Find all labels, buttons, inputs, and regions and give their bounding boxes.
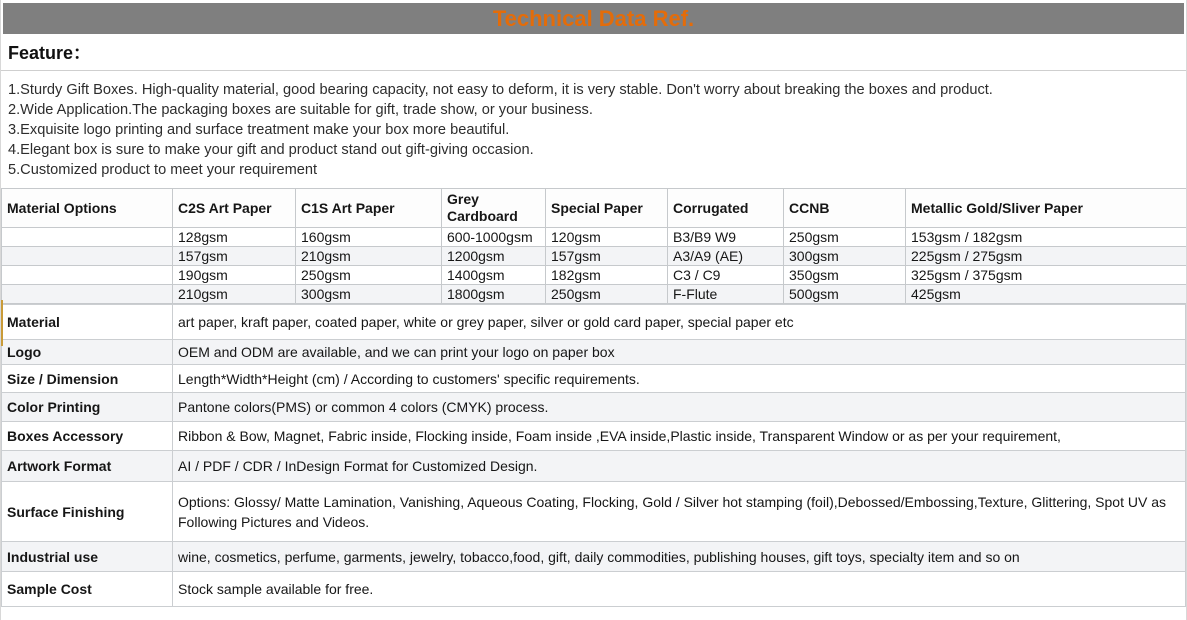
materials-cell: B3/B9 W9 xyxy=(668,228,784,247)
spec-value: OEM and ODM are available, and we can print your logo on paper box xyxy=(173,340,1186,365)
spec-value: Pantone colors(PMS) or common 4 colors (CMYK) process. xyxy=(173,393,1186,422)
spec-label: Material xyxy=(2,305,173,340)
materials-cell: C3 / C9 xyxy=(668,266,784,285)
left-edge-accent xyxy=(1,300,3,346)
spec-label: Logo xyxy=(2,340,173,365)
materials-cell: 210gsm xyxy=(296,247,442,266)
materials-cell: 225gsm / 275gsm xyxy=(906,247,1187,266)
materials-cell xyxy=(2,266,173,285)
spec-label: Size / Dimension xyxy=(2,365,173,393)
materials-col-header: Corrugated xyxy=(668,189,784,228)
spec-row xyxy=(2,572,1186,607)
materials-cell: 120gsm xyxy=(546,228,668,247)
materials-col-header: Material Options xyxy=(2,189,173,228)
materials-header-row xyxy=(2,189,1187,228)
feature-item: 5.Customized product to meet your requirement xyxy=(8,162,318,178)
spec-label: Sample Cost xyxy=(2,572,173,607)
materials-body xyxy=(2,228,1187,304)
feature-list xyxy=(1,71,1186,180)
materials-cell: A3/A9 (AE) xyxy=(668,247,784,266)
spec-value: AI / PDF / CDR / InDesign Format for Customized Design. xyxy=(173,451,1186,482)
spec-value: Ribbon & Bow, Magnet, Fabric inside, Flocking inside, Foam inside ,EVA inside,Plastic inside, Transparent Window or as per your requirement, xyxy=(173,422,1186,451)
materials-cell: 250gsm xyxy=(296,266,442,285)
spec-row xyxy=(2,365,1186,393)
materials-cell: 157gsm xyxy=(546,247,668,266)
materials-cell: F-Flute xyxy=(668,285,784,304)
spec-row xyxy=(2,482,1186,542)
spec-value: Stock sample available for free. xyxy=(173,572,1186,607)
materials-cell xyxy=(2,247,173,266)
materials-cell: 300gsm xyxy=(296,285,442,304)
materials-cell xyxy=(2,285,173,304)
materials-col-header: C1S Art Paper xyxy=(296,189,442,228)
spec-value: art paper, kraft paper, coated paper, white or grey paper, silver or gold card paper, special paper etc xyxy=(173,305,1186,340)
materials-col-header: Grey Cardboard xyxy=(442,189,546,228)
spec-row xyxy=(2,305,1186,340)
spec-label: Industrial use xyxy=(2,542,173,572)
materials-row xyxy=(2,285,1187,304)
spec-row xyxy=(2,451,1186,482)
spec-row xyxy=(2,393,1186,422)
feature-item: 3.Exquisite logo printing and surface treatment make your box more beautiful. xyxy=(8,122,510,138)
materials-row xyxy=(2,247,1187,266)
feature-item: 2.Wide Application.The packaging boxes are suitable for gift, trade show, or your business. xyxy=(8,102,593,118)
materials-cell: 250gsm xyxy=(546,285,668,304)
spec-label: Surface Finishing xyxy=(2,482,173,542)
materials-cell: 425gsm xyxy=(906,285,1187,304)
spec-value: Options: Glossy/ Matte Lamination, Vanishing, Aqueous Coating, Flocking, Gold / Silver hot stamping (foil),Debossed/Embossing,Texture, Glittering, Spot UV as Following Pictures and Videos. xyxy=(173,482,1186,542)
materials-cell: 325gsm / 375gsm xyxy=(906,266,1187,285)
specs-body xyxy=(2,305,1186,607)
materials-cell: 182gsm xyxy=(546,266,668,285)
materials-row xyxy=(2,228,1187,247)
spec-value: Length*Width*Height (cm) / According to customers' specific requirements. xyxy=(173,365,1186,393)
materials-col-header: C2S Art Paper xyxy=(173,189,296,228)
materials-cell: 250gsm xyxy=(784,228,906,247)
materials-cell: 1400gsm xyxy=(442,266,546,285)
materials-cell: 1800gsm xyxy=(442,285,546,304)
materials-cell: 157gsm xyxy=(173,247,296,266)
materials-table xyxy=(1,188,1187,304)
feature-item: 4.Elegant box is sure to make your gift and product stand out gift-giving occasion. xyxy=(8,142,534,158)
spec-label: Artwork Format xyxy=(2,451,173,482)
materials-cell: 160gsm xyxy=(296,228,442,247)
materials-cell: 300gsm xyxy=(784,247,906,266)
specs-table xyxy=(1,304,1186,607)
spec-value: wine, cosmetics, perfume, garments, jewelry, tobacco,food, gift, daily commodities, publishing houses, gift toys, specialty item and so on xyxy=(173,542,1186,572)
spec-row xyxy=(2,340,1186,365)
materials-cell: 500gsm xyxy=(784,285,906,304)
title-bar xyxy=(3,3,1184,34)
page-title: Technical Data Ref. xyxy=(492,6,695,31)
feature-heading: Feature： xyxy=(1,34,1186,71)
spec-row xyxy=(2,422,1186,451)
spec-label: Color Printing xyxy=(2,393,173,422)
materials-cell: 190gsm xyxy=(173,266,296,285)
materials-col-header: Special Paper xyxy=(546,189,668,228)
materials-cell: 128gsm xyxy=(173,228,296,247)
materials-cell: 1200gsm xyxy=(442,247,546,266)
feature-item: 1.Sturdy Gift Boxes. High-quality material, good bearing capacity, not easy to deform, it is very stable. Don't worry about breaking the boxes and product. xyxy=(8,82,993,98)
materials-col-header: Metallic Gold/Sliver Paper xyxy=(906,189,1187,228)
materials-cell xyxy=(2,228,173,247)
materials-row xyxy=(2,266,1187,285)
materials-cell: 210gsm xyxy=(173,285,296,304)
spec-label: Boxes Accessory xyxy=(2,422,173,451)
spec-row xyxy=(2,542,1186,572)
materials-cell: 600-1000gsm xyxy=(442,228,546,247)
materials-col-header: CCNB xyxy=(784,189,906,228)
materials-cell: 350gsm xyxy=(784,266,906,285)
materials-cell: 153gsm / 182gsm xyxy=(906,228,1187,247)
